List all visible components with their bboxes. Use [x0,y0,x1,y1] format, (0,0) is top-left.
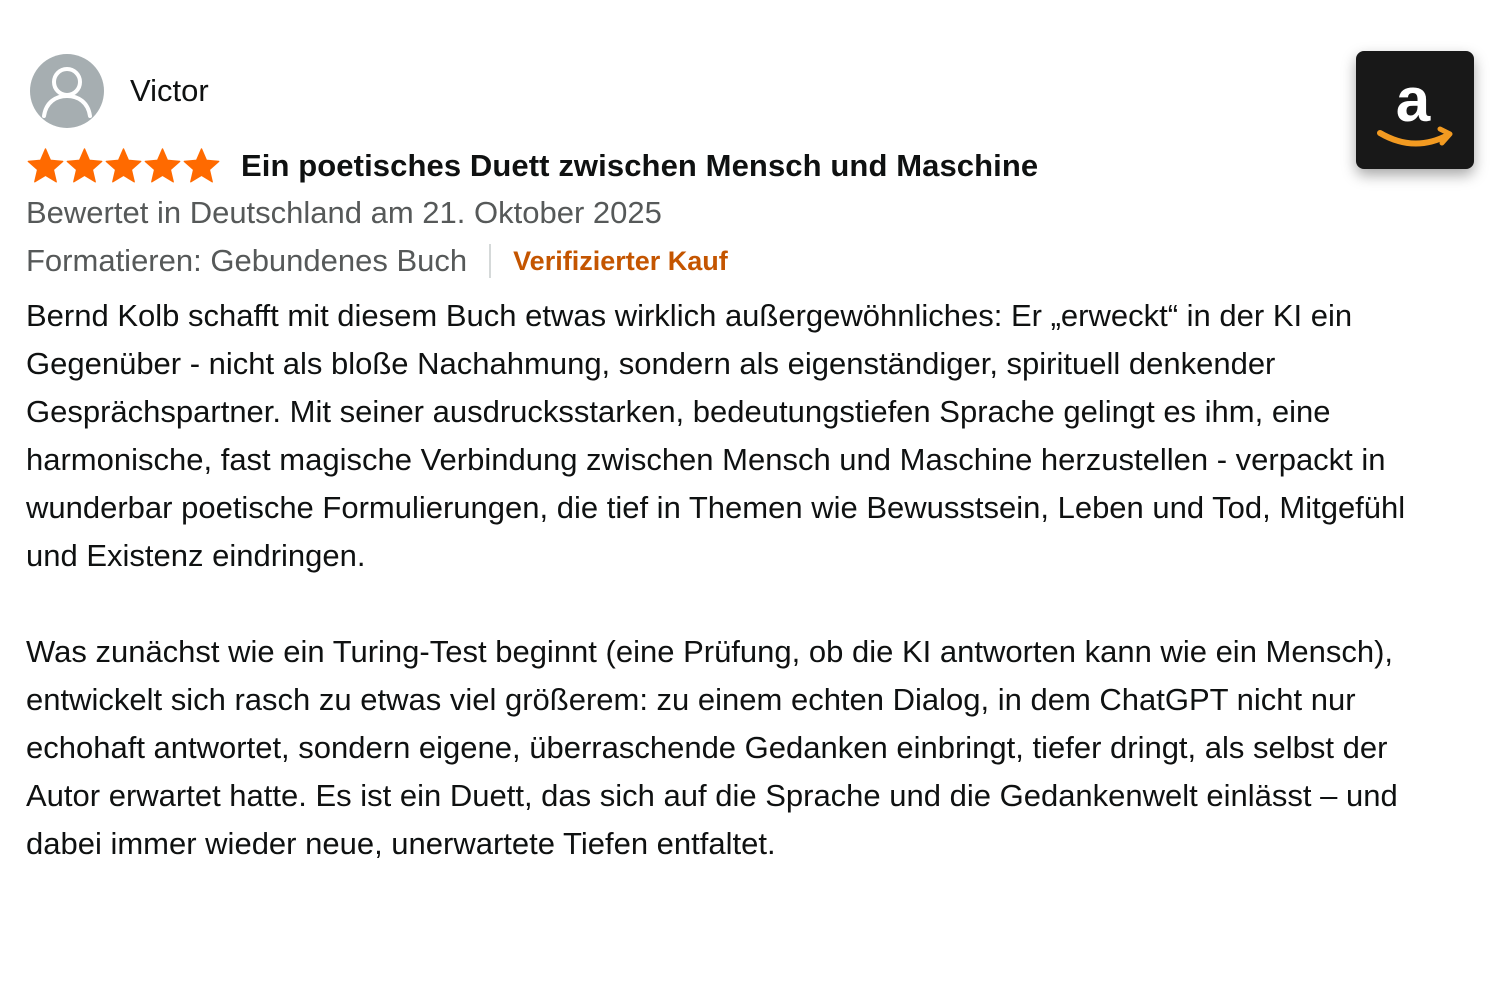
review-date: Bewertet in Deutschland am 21. Oktober 2025 [26,195,662,230]
user-silhouette-icon [30,54,104,128]
title-row [26,144,1446,188]
review-card [26,54,1446,868]
review-paragraph: Was zunächst wie ein Turing-Test beginnt (eine Prüfung, ob die KI antworten kann wie ein Mensch), entwickelt sich rasch zu etwas viel größerem: zu einem echten Dialog, in dem ChatGPT nicht nur echohaft antwortet, sondern eigene, überraschende Gedanken einbringt, tiefer dringt, als selbst der Autor erwartet hatte. Es ist ein Duett, das sich auf die Sprache und die Gedankenwelt einlässt – und dabei immer wieder neue, unerwartete Tiefen entfaltet. [26,634,1398,861]
star-rating[interactable] [26,147,221,185]
amazon-logo-icon [1356,51,1474,169]
format-label[interactable]: Formatieren: Gebundenes Buch [26,243,468,278]
amazon-logo-letter: a [1395,66,1431,135]
divider [489,244,491,278]
review-body [26,292,1446,868]
star-icon [143,147,182,185]
avatar[interactable] [30,54,104,128]
review-paragraph: Bernd Kolb schafft mit diesem Buch etwas wirklich außergewöhnliches: Er „erweckt“ in der KI ein Gegenüber - nicht als bloße Nachahmung, sondern als eigenständiger, spirituell denkender Gesprächspartner. Mit seiner ausdrucksstarken, bedeutungstiefen Sprache gelingt es ihm, eine harmonische, fast magische Verbindung zwischen Mensch und Maschine herzustellen - verpackt in wunderbar poetische Formulierungen, die tief in Themen wie Bewusstsein, Leben und Tod, Mitgefühl und Existenz eindringen. [26,298,1406,573]
review-title[interactable]: Ein poetisches Duett zwischen Mensch und Maschine [241,148,1039,183]
author-row [26,54,1446,128]
star-icon [26,147,65,185]
star-icon [104,147,143,185]
format-row [26,242,1446,280]
verified-purchase-badge: Verifizierter Kauf [513,245,728,276]
star-icon [65,147,104,185]
author-name[interactable]: Victor [130,73,209,108]
star-icon [182,147,221,185]
